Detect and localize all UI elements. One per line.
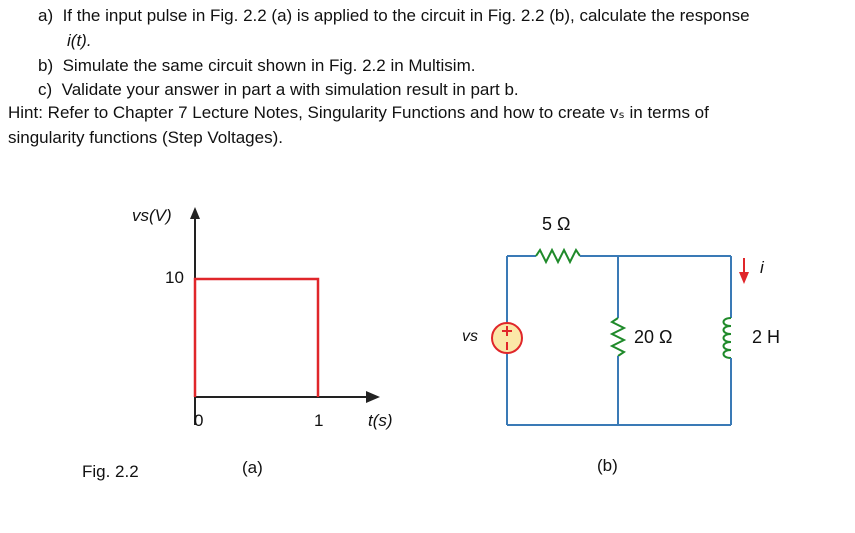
question-a-text: If the input pulse in Fig. 2.2 (a) is applied to the circuit in Fig. 2.2 (b), calculate the response <box>62 6 750 25</box>
circuit-sublabel: (b) <box>597 456 618 475</box>
question-a-marker: a) <box>38 6 54 25</box>
source-label: vs <box>462 328 478 345</box>
question-c-marker: c) <box>38 80 53 99</box>
question-b-text: Simulate the same circuit shown in Fig. 2.2 in Multisim. <box>62 56 476 75</box>
resistor-5-ohm-icon <box>536 250 580 262</box>
inductor-label: 2 H <box>752 327 781 347</box>
question-a-continuation: i(t). <box>67 31 92 50</box>
current-label: i <box>760 258 764 277</box>
question-b-marker: b) <box>38 56 54 75</box>
current-arrow-icon <box>739 272 749 284</box>
graph-y-tick-10: 10 <box>165 268 184 287</box>
graph-x-tick-0: 0 <box>194 411 204 430</box>
graph-x-tick-1: 1 <box>314 411 324 430</box>
resistor-20-ohm-label: 20 Ω <box>634 327 673 347</box>
resistor-5-ohm-label: 5 Ω <box>542 214 571 234</box>
inductor-2h-icon <box>724 318 732 358</box>
hint-line-2: singularity functions (Step Voltages). <box>8 128 283 147</box>
question-c-text: Validate your answer in part a with simulation result in part b. <box>61 80 519 99</box>
hint-line-1: Hint: Refer to Chapter 7 Lecture Notes, Singularity Functions and how to create vₛ in terms of <box>8 103 709 122</box>
figure-caption: Fig. 2.2 <box>82 462 139 481</box>
resistor-20-ohm-icon <box>612 318 624 356</box>
graph-xlabel: t(s) <box>368 411 393 430</box>
graph-sublabel: (a) <box>242 458 263 477</box>
graph-ylabel: vs(V) <box>132 206 172 225</box>
